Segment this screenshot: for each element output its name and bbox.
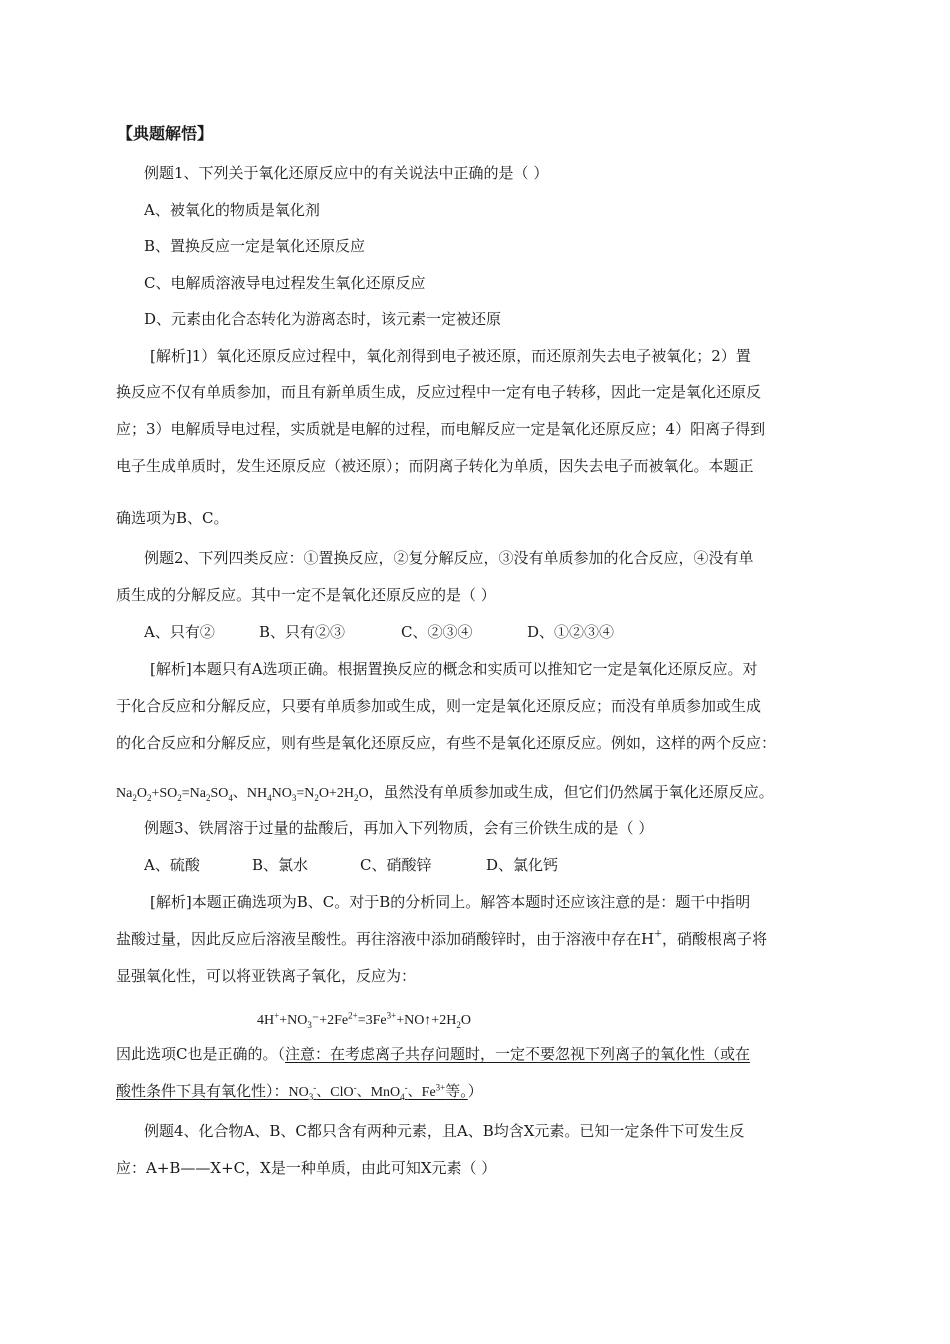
ex3-option-d: D、氯化钙 <box>486 856 559 874</box>
reaction-equations: $Na_2O_2+SO_2=Na_2SO_4$、$NH_4NO_3=N_2O+2H_2O$ <box>116 786 369 803</box>
ex3-conclusion-prefix: 因此选项C也是正确的。（ <box>116 1045 285 1063</box>
ex3-analysis-line-2: 盐酸过量，因此反应后溶液呈酸性。再往溶液中添加硝酸锌时，由于溶液中存在H+，硝酸根离子将 <box>116 927 768 948</box>
ex2-question-line: 例题2、下列四类反应：①置换反应，②复分解反应，③没有单质参加的化合反应，④没有单 <box>144 549 754 567</box>
ex3-note-suffix: 等。 <box>445 1082 468 1100</box>
ex2-options <box>144 622 614 642</box>
ex1-option-a: A、被氧化的物质是氧化剂 <box>144 201 320 219</box>
ex3-analysis-text: ，硝酸根离子将 <box>662 930 768 948</box>
ex2-option-c: C、②③④ <box>401 623 473 641</box>
ex3-question: 例题3、铁屑溶于过量的盐酸后，再加入下列物质，会有三价铁生成的是（ ） <box>144 819 654 837</box>
ex3-option-c: C、硝酸锌 <box>360 856 432 874</box>
ex1-option-d: D、元素由化合态转化为游离态时，该元素一定被还原 <box>144 310 502 328</box>
ex3-option-a: A、硫酸 <box>144 856 200 874</box>
ex1-option-c: C、电解质溶液导电过程发生氧化还原反应 <box>144 274 426 292</box>
ex3-analysis-line: [解析]本题正确选项为B、C。对于B的分析同上。解答本题时还应该注意的是：题干中指明 <box>150 893 751 911</box>
ex2-analysis-line-formulas <box>116 782 774 804</box>
ex1-analysis-line: 应；3）电解质导电过程，实质就是电解的过程，而电解反应一定是氧化还原反应；4）阳离子得到 <box>116 420 766 438</box>
ex3-note-prefix: 酸性条件下具有氧化性）： <box>116 1082 289 1100</box>
ex3-analysis-line: 显强氧化性，可以将亚铁离子氧化，反应为： <box>116 967 417 985</box>
ex1-option-b: B、置换反应一定是氧化还原反应 <box>144 237 366 255</box>
ex2-option-a: A、只有② <box>144 623 215 641</box>
ex4-question-line: 例题4、化合物A、B、C都只含有两种元素，且A、B均含X元素。已知一定条件下可发生反 <box>144 1122 745 1140</box>
ex3-conclusion-close: ） <box>467 1082 483 1100</box>
ex3-conclusion-line <box>116 1044 750 1064</box>
ex3-analysis-text: 盐酸过量，因此反应后溶液呈酸性。再往溶液中添加硝酸锌时，由于溶液中存在H <box>116 930 655 948</box>
ex1-analysis-line: [解析]1）氧化还原反应过程中，氧化剂得到电子被还原，而还原剂失去电子被氧化；2）置 <box>150 347 751 365</box>
ex3-note-line-2 <box>116 1081 483 1103</box>
ex2-analysis-line: [解析]本题只有A选项正确。根据置换反应的概念和实质可以推知它一定是氧化还原反应。对 <box>150 660 758 678</box>
ex2-question-line: 质生成的分解反应。其中一定不是氧化还原反应的是（ ） <box>116 586 496 604</box>
ex3-note: 注意：在考虑离子共存问题时，一定不要忽视下列离子的氧化性（或在 <box>284 1045 750 1063</box>
ex4-question-line: 应：A+B——X+C，X是一种单质，由此可知X元素（ ） <box>116 1159 497 1177</box>
ex2-option-d: D、①②③④ <box>527 623 615 641</box>
ionic-equation: $4H^++NO_3^-+2Fe^{2+}=3Fe^{3+}+NO↑+2H_2O$ <box>257 1010 471 1030</box>
ex3-option-b: B、氯水 <box>252 856 309 874</box>
ex2-analysis-line: 的化合反应和分解反应，则有些是氧化还原反应，有些不是氧化还原反应。例如，这样的两个反应： <box>116 734 777 752</box>
ex2-analysis-tail: ，虽然没有单质参加或生成，但它们仍然属于氧化还原反应。 <box>368 783 774 801</box>
section-heading: 【典题解悟】 <box>117 124 214 143</box>
oxidizing-ions: $NO_3^-$、ClO-、MnO$_4$-、$Fe^{3+}$ <box>288 1082 446 1102</box>
ex2-analysis-line: 于化合反应和分解反应，只要有单质参加或生成，则一定是氧化还原反应；而没有单质参加或生成 <box>116 697 762 715</box>
ex2-option-b: B、只有②③ <box>259 623 346 641</box>
ex1-analysis-line: 换反应不仅有单质参加，而且有新单质生成，反应过程中一定有电子转移，因此一定是氧化还原反 <box>116 383 762 401</box>
ex1-question: 例题1、下列关于氧化还原反应中的有关说法中正确的是（ ） <box>144 164 549 182</box>
ex1-analysis-line: 确选项为B、C。 <box>116 509 229 527</box>
ex1-analysis-line: 电子生成单质时，发生还原反应（被还原）；而阴离子转化为单质，因失去电子而被氧化。本题正 <box>116 457 754 475</box>
ex3-options <box>144 855 558 875</box>
